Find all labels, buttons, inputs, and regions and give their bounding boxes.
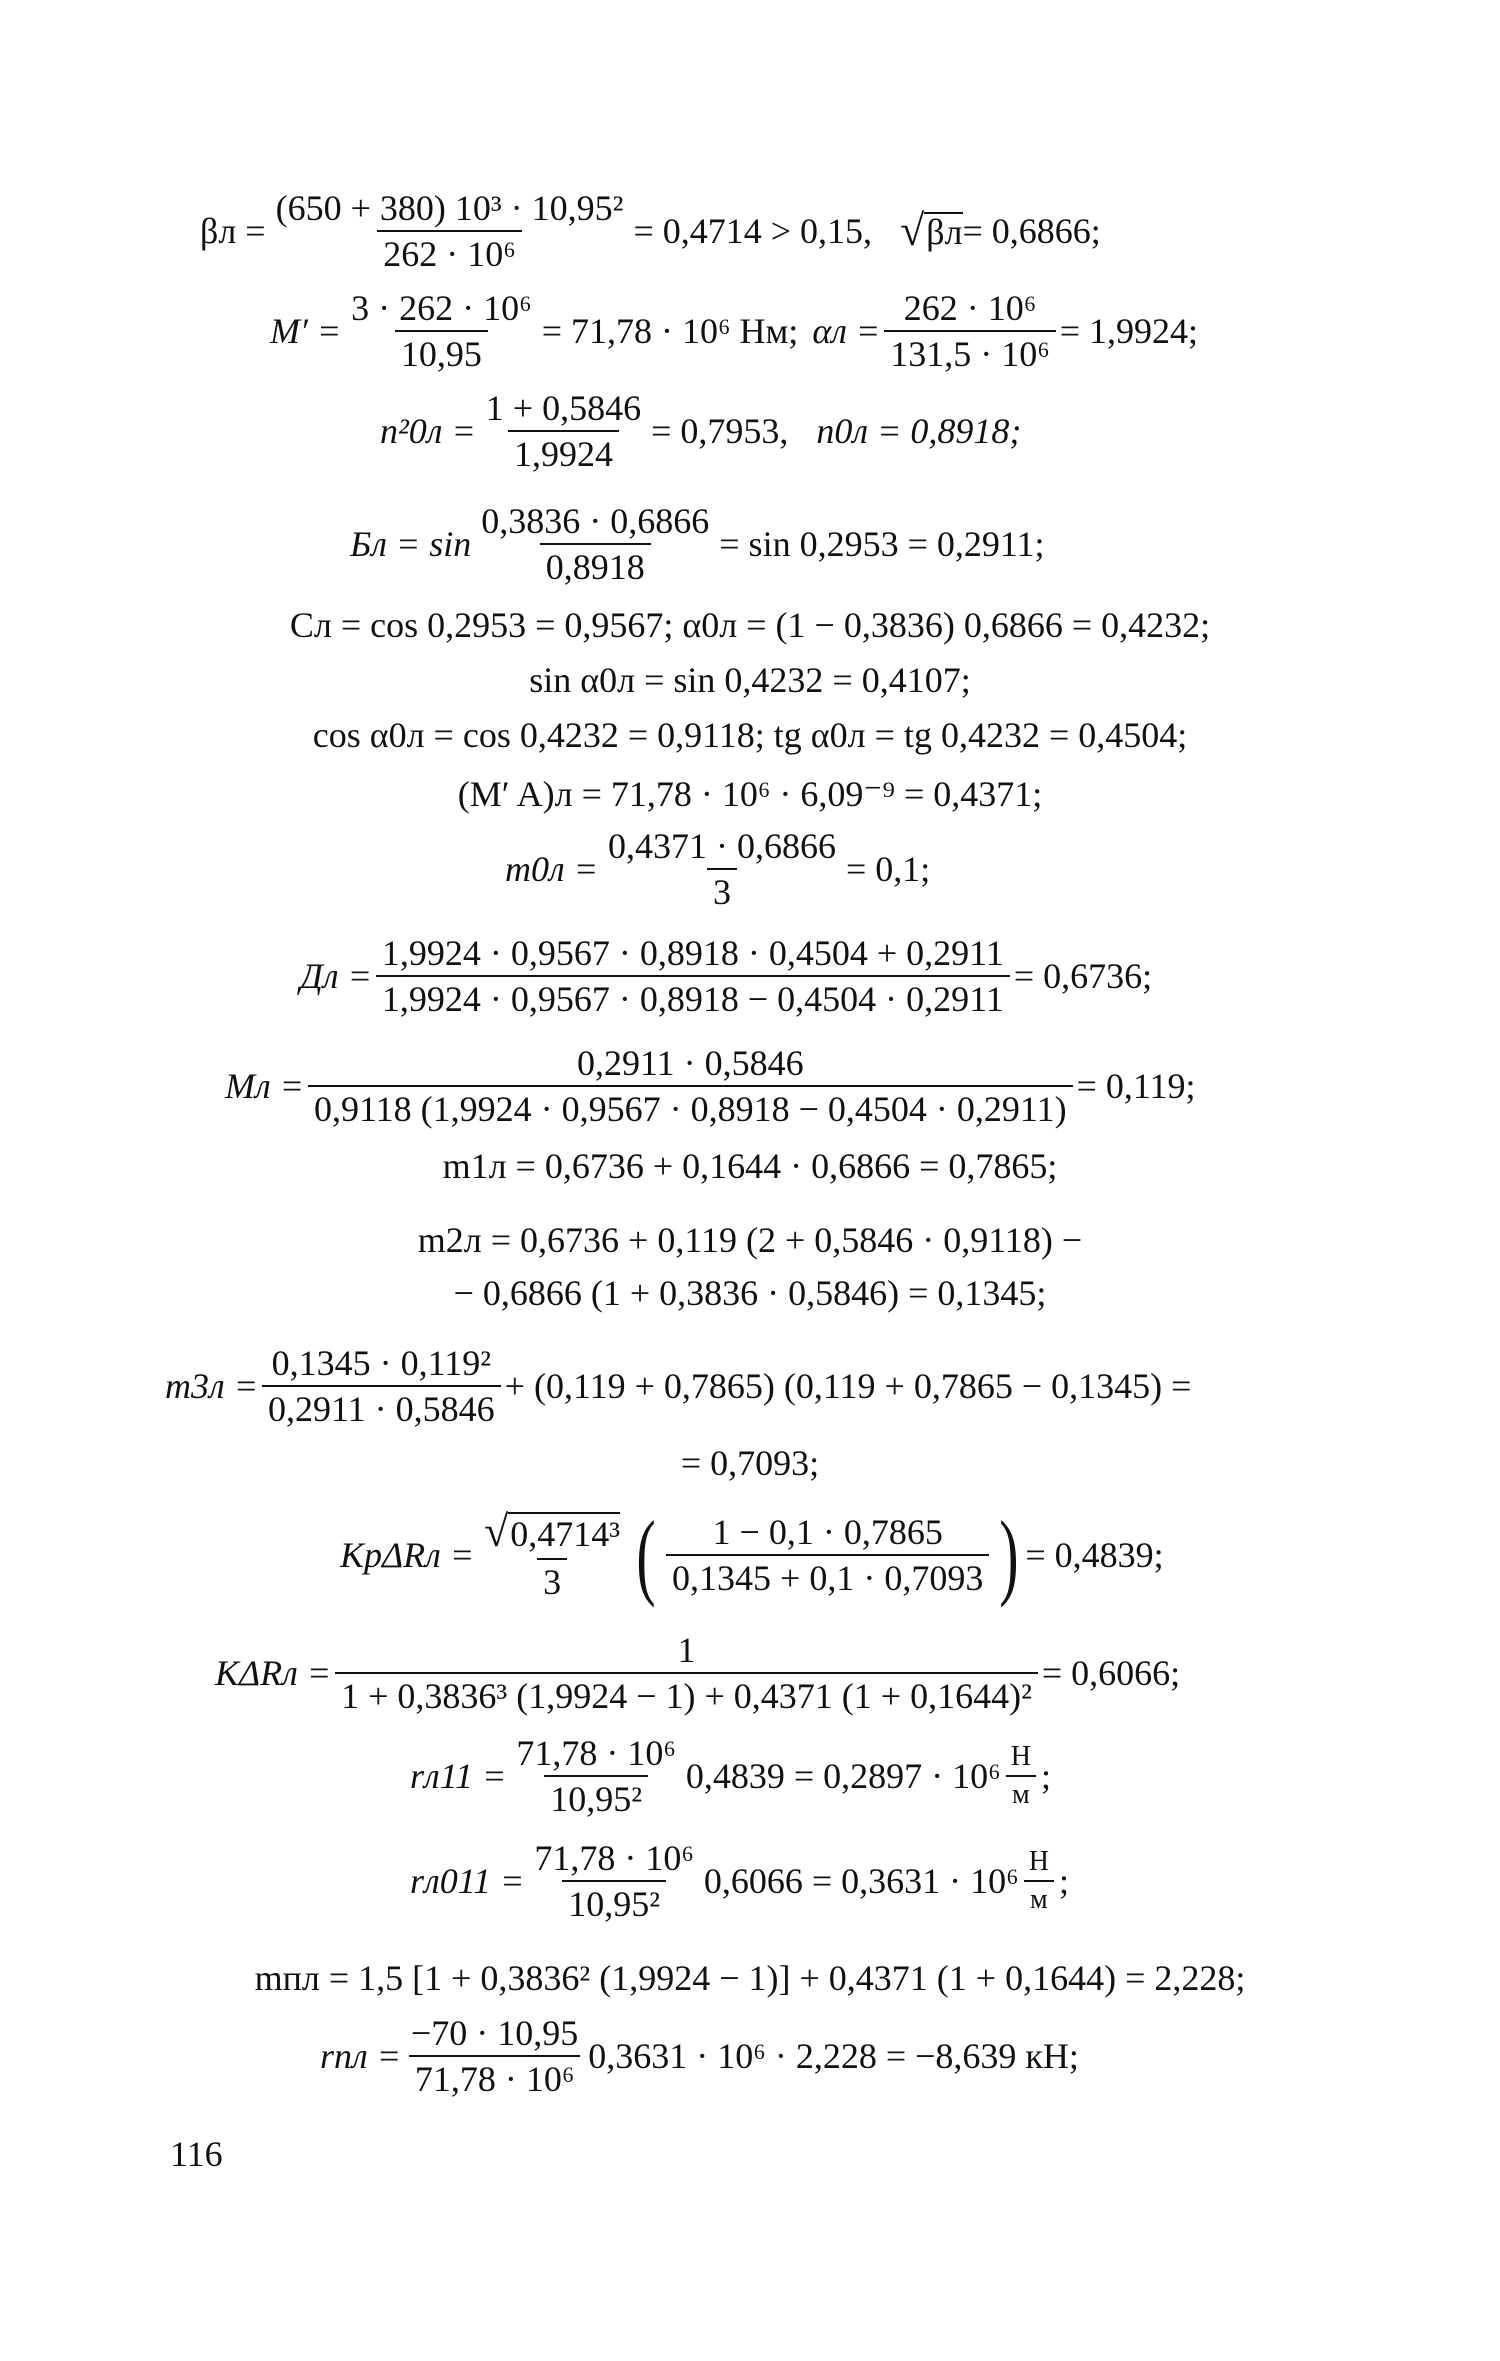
beta-denominator: 262 · 10⁶ <box>377 230 522 272</box>
beta-lhs: βл = <box>200 211 266 251</box>
krp-sqrt-argument: 0,4714³ <box>510 1514 621 1554</box>
krp-sqrt-symbol: √ <box>484 1507 509 1556</box>
krp-numerator <box>478 1507 626 1558</box>
mp-text: mпл = 1,5 [1 + 0,3836² (1,9924 − 1)] + 0,4371 (1 + 0,1644) = 2,228; <box>254 1958 1246 1998</box>
equation-m3 <box>165 1345 1191 1427</box>
page-number: 116 <box>170 2134 223 2174</box>
d-fraction <box>376 935 1010 1017</box>
r11-fraction <box>510 1735 682 1817</box>
m3-denominator: 0,2911 · 0,5846 <box>262 1385 501 1427</box>
r11-numerator: 71,78 · 10⁶ <box>516 1733 676 1773</box>
equation-m0 <box>505 828 930 910</box>
r011-end: ; <box>1058 1861 1069 1901</box>
m-denominator: 0,9118 (1,9924 · 0,9567 · 0,8918 − 0,4504 · 0,2911) <box>308 1085 1073 1127</box>
equation-moment-alpha <box>270 290 1198 372</box>
b-fraction <box>475 503 715 585</box>
r011-rhs: 0,6066 = 0,3631 · 10⁶ <box>703 1861 1019 1901</box>
r011-unit-num: Н <box>1028 1846 1049 1877</box>
rp-fraction <box>405 2015 584 2097</box>
m3-result-text: = 0,7093; <box>680 1443 820 1483</box>
r011-unit-den: м <box>1024 1880 1054 1914</box>
kr-fraction <box>335 1632 1038 1714</box>
alpha-numerator: 262 · 10⁶ <box>903 288 1037 328</box>
equation-c-alpha0 <box>0 607 1500 643</box>
sin-alpha0-text: sin α0л = sin 0,4232 = 0,4107; <box>529 660 971 700</box>
rp-denominator: 71,78 · 10⁶ <box>409 2055 581 2097</box>
n0-value: n0л = 0,8918; <box>816 411 1022 451</box>
r11-rhs: 0,4839 = 0,2897 · 10⁶ <box>685 1756 1001 1796</box>
sqrt-result: = 0,6866; <box>962 211 1101 251</box>
b-denominator: 0,8918 <box>540 543 651 585</box>
equation-kr <box>215 1632 1180 1714</box>
equation-cos-tg-alpha0 <box>0 717 1500 753</box>
m-rhs: = 0,119; <box>1076 1066 1196 1106</box>
m0-rhs: = 0,1; <box>846 849 931 889</box>
kr-numerator: 1 <box>677 1630 696 1670</box>
r11-lhs: rл11 = <box>410 1756 507 1796</box>
beta-fraction <box>270 190 630 272</box>
equation-rp <box>320 2015 1079 2097</box>
kr-denominator: 1 + 0,3836³ (1,9924 − 1) + 0,4371 (1 + 0,1644)² <box>335 1672 1038 1714</box>
krp-rhs: = 0,4839; <box>1025 1535 1164 1575</box>
d-lhs: Дл = <box>300 956 372 996</box>
m0-fraction <box>602 828 842 910</box>
b-numerator: 0,3836 · 0,6866 <box>481 501 710 541</box>
equation-sin-alpha0 <box>0 662 1500 698</box>
beta-rhs: = 0,4714 > 0,15, <box>633 211 873 251</box>
r11-end: ; <box>1040 1756 1051 1796</box>
alpha-lhs: αл = <box>812 311 881 351</box>
alpha-rhs: = 1,9924; <box>1059 311 1199 351</box>
m3-lhs: m3л = <box>165 1366 258 1406</box>
equation-mp <box>0 1960 1500 1996</box>
equation-m <box>225 1045 1196 1127</box>
n0-rhs: = 0,7953, <box>651 411 789 451</box>
cos-tg-alpha0-text: cos α0л = cos 0,4232 = 0,9118; tg α0л = tg 0,4232 = 0,4504; <box>312 715 1188 755</box>
m2-line1-text: m2л = 0,6736 + 0,119 (2 + 0,5846 · 0,9118) − <box>417 1220 1083 1260</box>
krp-lhs: KpΔRл = <box>340 1535 475 1575</box>
m0-lhs: m0л = <box>505 849 598 889</box>
alpha-denominator: 131,5 · 10⁶ <box>884 330 1056 372</box>
n0-numerator: 1 + 0,5846 <box>485 388 642 428</box>
r11-denominator: 10,95² <box>544 1775 648 1817</box>
rp-numerator: −70 · 10,95 <box>411 2013 579 2053</box>
r011-numerator: 71,78 · 10⁶ <box>534 1838 694 1878</box>
equation-r11 <box>410 1735 1051 1817</box>
r011-lhs: rл011 = <box>410 1861 525 1901</box>
equation-m2-line2 <box>0 1275 1500 1311</box>
n0-denominator: 1,9924 <box>508 430 619 472</box>
alpha-fraction <box>884 290 1056 372</box>
m0-numerator: 0,4371 · 0,6866 <box>608 826 836 866</box>
ma-text: (M′ A)л = 71,78 · 10⁶ · 6,09⁻⁹ = 0,4371; <box>457 774 1043 814</box>
kr-rhs: = 0,6066; <box>1041 1653 1181 1693</box>
equation-m1 <box>0 1148 1500 1184</box>
moment-fraction <box>345 290 538 372</box>
equation-m2-line1 <box>0 1222 1500 1258</box>
krp-fraction <box>478 1507 626 1602</box>
beta-numerator: (650 + 380) 10³ · 10,95² <box>275 188 624 228</box>
krp-right-paren: ) <box>999 1500 1019 1608</box>
m-fraction <box>308 1045 1073 1127</box>
rp-lhs: rпл = <box>320 2036 401 2076</box>
equation-n0 <box>380 390 1021 472</box>
m-numerator: 0,2911 · 0,5846 <box>576 1043 804 1083</box>
m3-numerator: 0,1345 · 0,119² <box>271 1343 492 1383</box>
krp-inner-denominator: 0,1345 + 0,1 · 0,7093 <box>666 1554 989 1596</box>
m0-denominator: 3 <box>707 868 737 910</box>
r11-unit-num: Н <box>1010 1741 1031 1772</box>
r011-unit <box>1023 1848 1055 1914</box>
m-lhs: Mл = <box>225 1066 304 1106</box>
equation-beta <box>200 190 1101 272</box>
d-denominator: 1,9924 · 0,9567 · 0,8918 − 0,4504 · 0,2911 <box>376 975 1010 1017</box>
r11-unit <box>1005 1743 1037 1809</box>
krp-denominator: 3 <box>537 1558 567 1600</box>
sqrt-argument: βл <box>926 212 963 252</box>
r11-unit-den: м <box>1006 1775 1036 1809</box>
b-rhs: = sin 0,2953 = 0,2911; <box>719 524 1045 564</box>
moment-lhs: M′ = <box>270 311 342 351</box>
moment-denominator: 10,95 <box>395 330 488 372</box>
moment-rhs: = 71,78 · 10⁶ Нм; <box>541 311 799 351</box>
n0-lhs: n²0л = <box>380 411 476 451</box>
moment-numerator: 3 · 262 · 10⁶ <box>351 288 532 328</box>
equation-ma <box>0 776 1500 812</box>
c-alpha0-text: Cл = cos 0,2953 = 0,9567; α0л = (1 − 0,3836) 0,6866 = 0,4232; <box>289 605 1211 645</box>
n0-fraction <box>480 390 647 472</box>
krp-inner-fraction <box>666 1514 989 1596</box>
r011-denominator: 10,95² <box>562 1880 666 1922</box>
d-rhs: = 0,6736; <box>1013 956 1153 996</box>
krp-inner-numerator: 1 − 0,1 · 0,7865 <box>712 1512 943 1552</box>
equation-krp <box>340 1500 1164 1608</box>
m3-fraction <box>262 1345 501 1427</box>
b-lhs: Бл = sin <box>350 524 472 564</box>
sqrt-symbol: √ <box>900 206 925 255</box>
equation-m3-result <box>0 1445 1500 1481</box>
rp-rhs: 0,3631 · 10⁶ · 2,228 = −8,639 кН; <box>588 2036 1079 2076</box>
equation-b <box>350 503 1045 585</box>
equation-r011 <box>410 1840 1069 1922</box>
m3-rhs: + (0,119 + 0,7865) (0,119 + 0,7865 − 0,1345) = <box>504 1366 1192 1406</box>
krp-left-paren: ( <box>636 1500 656 1608</box>
equation-d <box>300 935 1152 1017</box>
d-numerator: 1,9924 · 0,9567 · 0,8918 · 0,4504 + 0,2911 <box>381 933 1004 973</box>
m1-text: m1л = 0,6736 + 0,1644 · 0,6866 = 0,7865; <box>442 1146 1058 1186</box>
kr-lhs: KΔRл = <box>215 1653 332 1693</box>
m2-line2-text: − 0,6866 (1 + 0,3836 · 0,5846) = 0,1345; <box>453 1273 1047 1313</box>
r011-fraction <box>528 1840 700 1922</box>
